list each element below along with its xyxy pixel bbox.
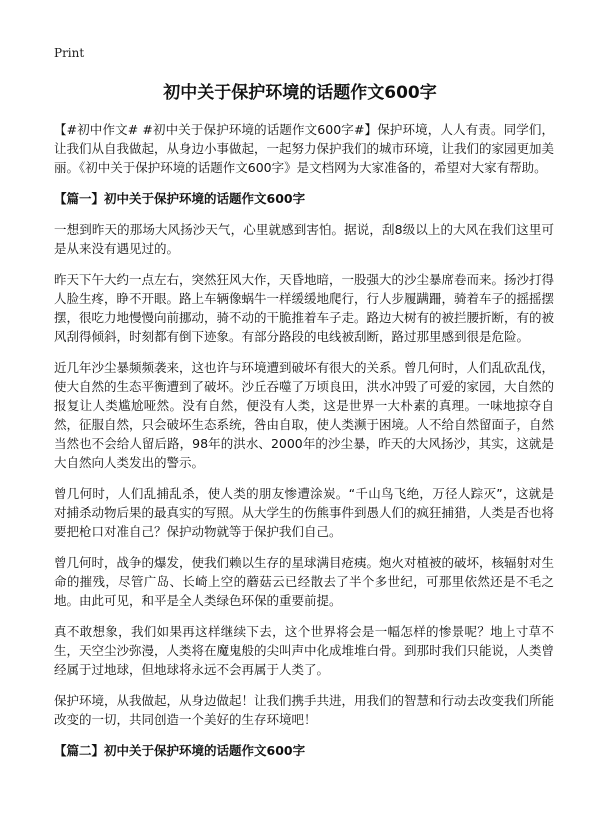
body-paragraph: 曾几何时，人们乱捕乱杀，使人类的朋友惨遭涂炭。“千山鸟飞绝，万径人踪灭”，这就是对捕杀动物后果的最真实的写照。从大学生的伤熊事件到愚人们的疯狂捕猎，人类是否也将要把枪口对准自己？保护动物就等于保护我们自己。 [54, 486, 555, 539]
print-link[interactable]: Print [54, 46, 85, 60]
body-paragraph: 一想到昨天的那场大风扬沙天气，心里就感到害怕。据说，刮8级以上的大风在我们这里可是从来没有遇见过的。 [54, 222, 554, 256]
page-title: 初中关于保护环境的话题作文600字 [163, 83, 437, 103]
body-paragraph: 真不敢想象，我们如果再这样继续下去，这个世界将会是一幅怎样的惨景呢？地上寸草不生，天空尘沙弥漫，人类将在魔鬼般的尖叫声中化成堆堆白骨。到那时我们只能说，人类曾经属于过地球，但地球将永远不会再属于人类了。 [54, 624, 555, 677]
body-paragraph: 近几年沙尘暴频频袭来，这也许与环境遭到破坏有很大的关系。曾几何时，人们乱砍乱伐，使大自然的生态平衡遭到了破坏。沙丘吞噬了万顷良田，洪水冲毁了可爱的家园，大自然的报复让人类尴尬哑然。没有自然，便没有人类，这是世界一大朴素的真理。一味地掠夺自然，征服自然，只会破坏生态系统，咎由自取，使人类濒于困境。人不给自然留面子，自然当然也不会给人留后路，98年的洪水、2000年的沙尘暴，昨天的大风扬沙，其实，这就是大自然向人类发出的警示。 [54, 360, 555, 470]
body-paragraph: 曾几何时，战争的爆发，使我们赖以生存的星球满目疮痍。炮火对植被的破坏，核辐射对生命的摧残，尽管广岛、长崎上空的蘑菇云已经散去了半个多世纪，可那里依然还是不毛之地。由此可见，和平是全人类绿色环保的重要前提。 [54, 555, 555, 608]
body-paragraph: 昨天下午大约一点左右，突然狂风大作，天昏地暗，一股强大的沙尘暴席卷而来。扬沙打得人脸生疼，睁不开眼。路上车辆像蜗牛一样缓缓地爬行，行人步履蹒跚，骑着车子的摇摇摆摆，很吃力地慢慢向前挪动，骑不动的干脆推着车子走。路边大树有的被拦腰折断，有的被风刮得倾斜，时刻都有倒下迹象。有部分路段的电线被刮断，路过那里感到很是危险。 [54, 272, 555, 344]
article-body [54, 120, 554, 772]
body-paragraph: 保护环境，从我做起，从身边做起！让我们携手共进，用我们的智慧和行动去改变我们所能改变的一切，共同创造一个美好的生存环境吧！ [54, 693, 555, 727]
section-heading-2: 【篇二】初中关于保护环境的话题作文600字 [54, 743, 306, 758]
section-heading-1: 【篇一】初中关于保护环境的话题作文600字 [54, 191, 306, 206]
intro-paragraph: 【#初中作文# #初中关于保护环境的话题作文600字#】保护环境，人人有责。同学们，让我们从自我做起，从身边小事做起，一起努力保护我们的城市环境，让我们的家园更加美丽。《初中关于保护环境的话题作文600字》是文档网为大家准备的，希望对大家有帮助。 [54, 122, 555, 175]
